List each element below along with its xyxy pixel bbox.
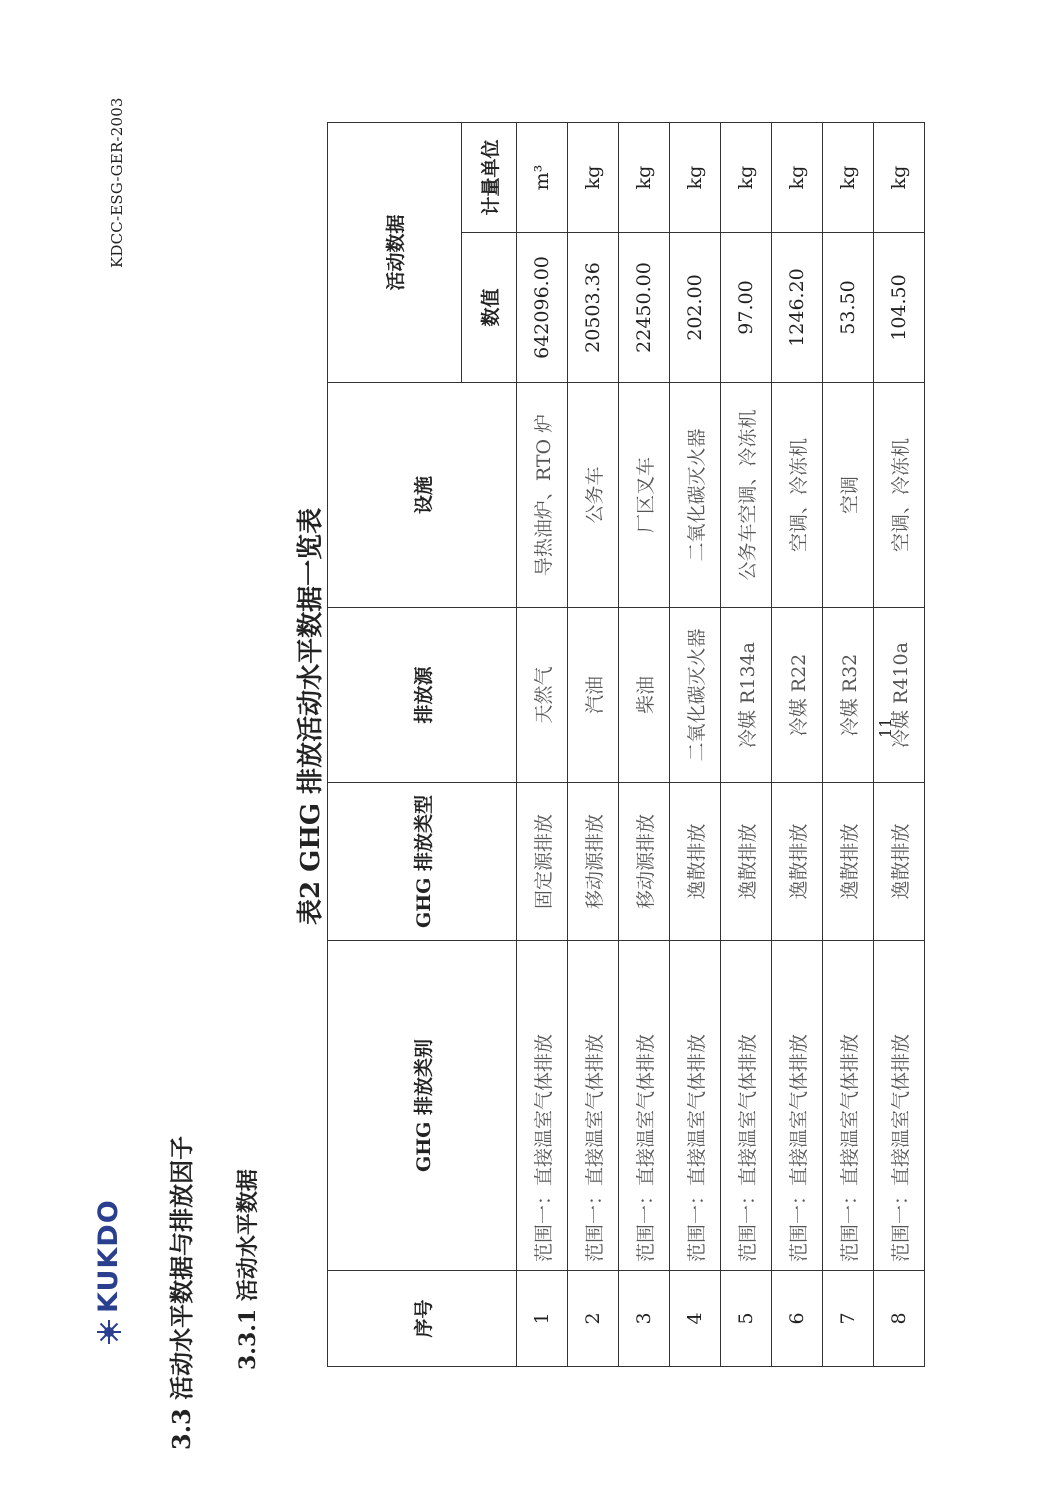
cell-facility: 公务车空调、冷冻机 (721, 383, 772, 608)
logo-text: KUKDO (93, 1199, 124, 1313)
cell-type: 逸散排放 (670, 783, 721, 941)
cell-seq: 2 (568, 1271, 619, 1367)
cell-unit: kg (772, 122, 823, 232)
cell-value: 1246.20 (772, 233, 823, 383)
table-row (874, 122, 925, 1366)
table-row (823, 122, 874, 1366)
table-row (517, 122, 568, 1366)
table-row (772, 122, 823, 1366)
cell-category: 范围一：直接温室气体排放 (721, 941, 772, 1271)
cell-unit: m³ (517, 122, 568, 232)
cell-unit: kg (619, 122, 670, 232)
header-value: 数值 (462, 233, 517, 383)
table-row (568, 122, 619, 1366)
cell-unit: kg (874, 122, 925, 232)
table-body (517, 122, 925, 1366)
cell-type: 固定源排放 (517, 783, 568, 941)
table-caption: 表2 GHG 排放活动水平数据一览表 (296, 507, 326, 925)
cell-category: 范围一：直接温室气体排放 (772, 941, 823, 1271)
cell-seq: 4 (670, 1271, 721, 1367)
document-id: KDCC-ESG-GER-2003 (108, 97, 126, 268)
cell-source: 汽油 (568, 608, 619, 783)
cell-source: 柴油 (619, 608, 670, 783)
cell-value: 642096.00 (517, 233, 568, 383)
header-type: GHG 排放类型 (328, 783, 517, 941)
company-logo (93, 1199, 124, 1345)
cell-value: 53.50 (823, 233, 874, 383)
cell-facility: 厂区叉车 (619, 383, 670, 608)
cell-unit: kg (568, 122, 619, 232)
header-source: 排放源 (328, 608, 517, 783)
page-number: 11 (876, 717, 895, 738)
header-activity: 活动数据 (328, 122, 462, 382)
cell-seq: 7 (823, 1271, 874, 1367)
section-heading: 3.3 活动水平数据与排放因子 (167, 1135, 196, 1450)
cell-category: 范围一：直接温室气体排放 (823, 941, 874, 1271)
cell-category: 范围一：直接温室气体排放 (568, 941, 619, 1271)
cell-source: 二氧化碳灭火器 (670, 608, 721, 783)
cell-type: 逸散排放 (823, 783, 874, 941)
cell-facility: 空调 (823, 383, 874, 608)
cell-value: 22450.00 (619, 233, 670, 383)
cell-value: 202.00 (670, 233, 721, 383)
header-category: GHG 排放类别 (328, 941, 517, 1271)
cell-seq: 6 (772, 1271, 823, 1367)
cell-facility: 导热油炉、RTO 炉 (517, 383, 568, 608)
cell-source: 天然气 (517, 608, 568, 783)
cell-category: 范围一：直接温室气体排放 (874, 941, 925, 1271)
header-unit: 计量单位 (462, 122, 517, 232)
cell-source: 冷媒 R134a (721, 608, 772, 783)
subsection-heading: 3.3.1 活动水平数据 (235, 1169, 261, 1370)
cell-facility: 二氧化碳灭火器 (670, 383, 721, 608)
cell-type: 逸散排放 (874, 783, 925, 941)
cell-category: 范围一：直接温室气体排放 (619, 941, 670, 1271)
cell-value: 104.50 (874, 233, 925, 383)
cell-source: 冷媒 R32 (823, 608, 874, 783)
cell-type: 移动源排放 (619, 783, 670, 941)
header-facility: 设施 (328, 383, 517, 608)
activity-data-table (327, 122, 925, 1367)
cell-seq: 1 (517, 1271, 568, 1367)
cell-category: 范围一：直接温室气体排放 (670, 941, 721, 1271)
snowflake-logo-icon (96, 1319, 122, 1345)
cell-category: 范围一：直接温室气体排放 (517, 941, 568, 1271)
cell-unit: kg (823, 122, 874, 232)
cell-value: 97.00 (721, 233, 772, 383)
cell-seq: 3 (619, 1271, 670, 1367)
cell-seq: 5 (721, 1271, 772, 1367)
cell-facility: 空调、冷冻机 (772, 383, 823, 608)
table-row (670, 122, 721, 1366)
cell-facility: 空调、冷冻机 (874, 383, 925, 608)
cell-unit: kg (721, 122, 772, 232)
header-seq: 序号 (328, 1271, 517, 1367)
cell-value: 20503.36 (568, 233, 619, 383)
cell-source: 冷媒 R410a (874, 608, 925, 783)
cell-type: 移动源排放 (568, 783, 619, 941)
cell-type: 逸散排放 (721, 783, 772, 941)
cell-source: 冷媒 R22 (772, 608, 823, 783)
cell-seq: 8 (874, 1271, 925, 1367)
cell-type: 逸散排放 (772, 783, 823, 941)
table-row (721, 122, 772, 1366)
table-row (619, 122, 670, 1366)
cell-unit: kg (670, 122, 721, 232)
cell-facility: 公务车 (568, 383, 619, 608)
